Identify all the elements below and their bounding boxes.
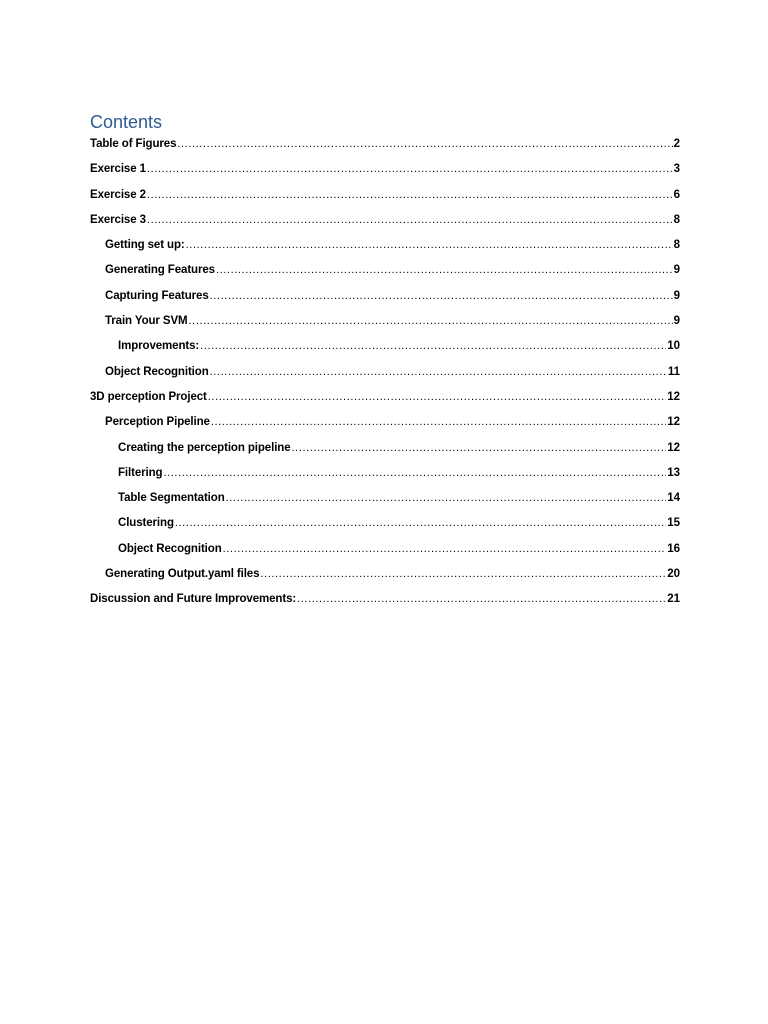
toc-entry[interactable] [90,515,680,540]
toc-page-number: 8 [673,213,680,226]
toc-dot-leader [200,338,666,354]
toc-page-number: 15 [667,517,680,530]
toc-page-number: 3 [673,163,680,176]
toc-entry[interactable] [90,237,680,262]
toc-entry[interactable] [90,591,680,616]
toc-entry-title: Improvements: [118,340,200,353]
toc-page-number: 12 [667,441,680,454]
toc-page-number: 9 [673,264,680,277]
toc-entry[interactable] [90,212,680,237]
toc-entry[interactable] [90,465,680,490]
toc-dot-leader [292,440,667,456]
toc-entry[interactable] [90,440,680,465]
toc-entry[interactable] [90,389,680,414]
toc-entry-title: Object Recognition [118,542,222,555]
toc-entry-title: Discussion and Future Improvements: [90,593,297,606]
toc-entry-title: Exercise 3 [90,213,146,226]
toc-entry-title: Table Segmentation [118,492,225,505]
toc-entry[interactable] [90,566,680,591]
toc-page-number: 16 [667,542,680,555]
toc-dot-leader [175,515,666,531]
toc-entry-title: Filtering [118,466,163,479]
toc-entry[interactable] [90,187,680,212]
toc-dot-leader [147,161,673,177]
toc-page-number: 6 [673,188,680,201]
toc-dot-leader [297,591,666,607]
toc-entry-title: Perception Pipeline [105,416,210,429]
toc-entry-title: Table of Figures [90,138,177,150]
toc-dot-leader [223,541,667,557]
toc-page-number: 9 [673,315,680,328]
toc-entry[interactable] [90,338,680,363]
toc-entry-title: Exercise 2 [90,188,146,201]
toc-entry-title: Train Your SVM [105,315,188,328]
toc-dot-leader [163,465,666,481]
toc-entry[interactable] [90,136,680,161]
toc-page-number: 10 [667,340,680,353]
toc-entry-title: Exercise 1 [90,163,146,176]
toc-entry[interactable] [90,490,680,515]
toc-page-number: 14 [667,492,680,505]
toc-entry-title: Getting set up: [105,239,185,252]
toc-entry[interactable] [90,161,680,186]
toc-page-number: 8 [673,239,680,252]
toc-entry-title: 3D perception Project [90,390,207,403]
toc-entry-title: Capturing Features [105,289,209,302]
table-of-contents [90,136,680,617]
toc-entry[interactable] [90,288,680,313]
toc-dot-leader [147,212,673,228]
toc-dot-leader [226,490,667,506]
toc-page-number: 9 [673,289,680,302]
toc-heading: Contents [90,112,163,132]
toc-dot-leader [216,262,673,278]
toc-dot-leader [186,237,673,253]
toc-dot-leader [147,187,673,203]
toc-dot-leader [211,414,666,430]
toc-dot-leader [260,566,666,582]
toc-entry-title: Generating Features [105,264,215,277]
toc-entry[interactable] [90,414,680,439]
toc-entry-title: Clustering [118,517,174,530]
toc-dot-leader [177,136,672,152]
toc-dot-leader [208,389,666,405]
toc-page-number: 13 [667,466,680,479]
toc-entry[interactable] [90,313,680,338]
toc-page-number: 21 [667,593,680,606]
toc-page-number: 12 [667,416,680,429]
toc-page-number: 20 [667,568,680,581]
toc-page-number: 11 [667,365,680,378]
toc-dot-leader [189,313,673,329]
toc-page-number: 12 [667,390,680,403]
toc-dot-leader [210,288,673,304]
toc-entry-title: Object Recognition [105,365,209,378]
toc-entry[interactable] [90,541,680,566]
toc-entry-title: Generating Output.yaml files [105,568,260,581]
toc-entry[interactable] [90,364,680,389]
toc-entry[interactable] [90,262,680,287]
toc-entry-title: Creating the perception pipeline [118,441,291,454]
toc-page-number: 2 [673,138,680,150]
toc-dot-leader [210,364,667,380]
